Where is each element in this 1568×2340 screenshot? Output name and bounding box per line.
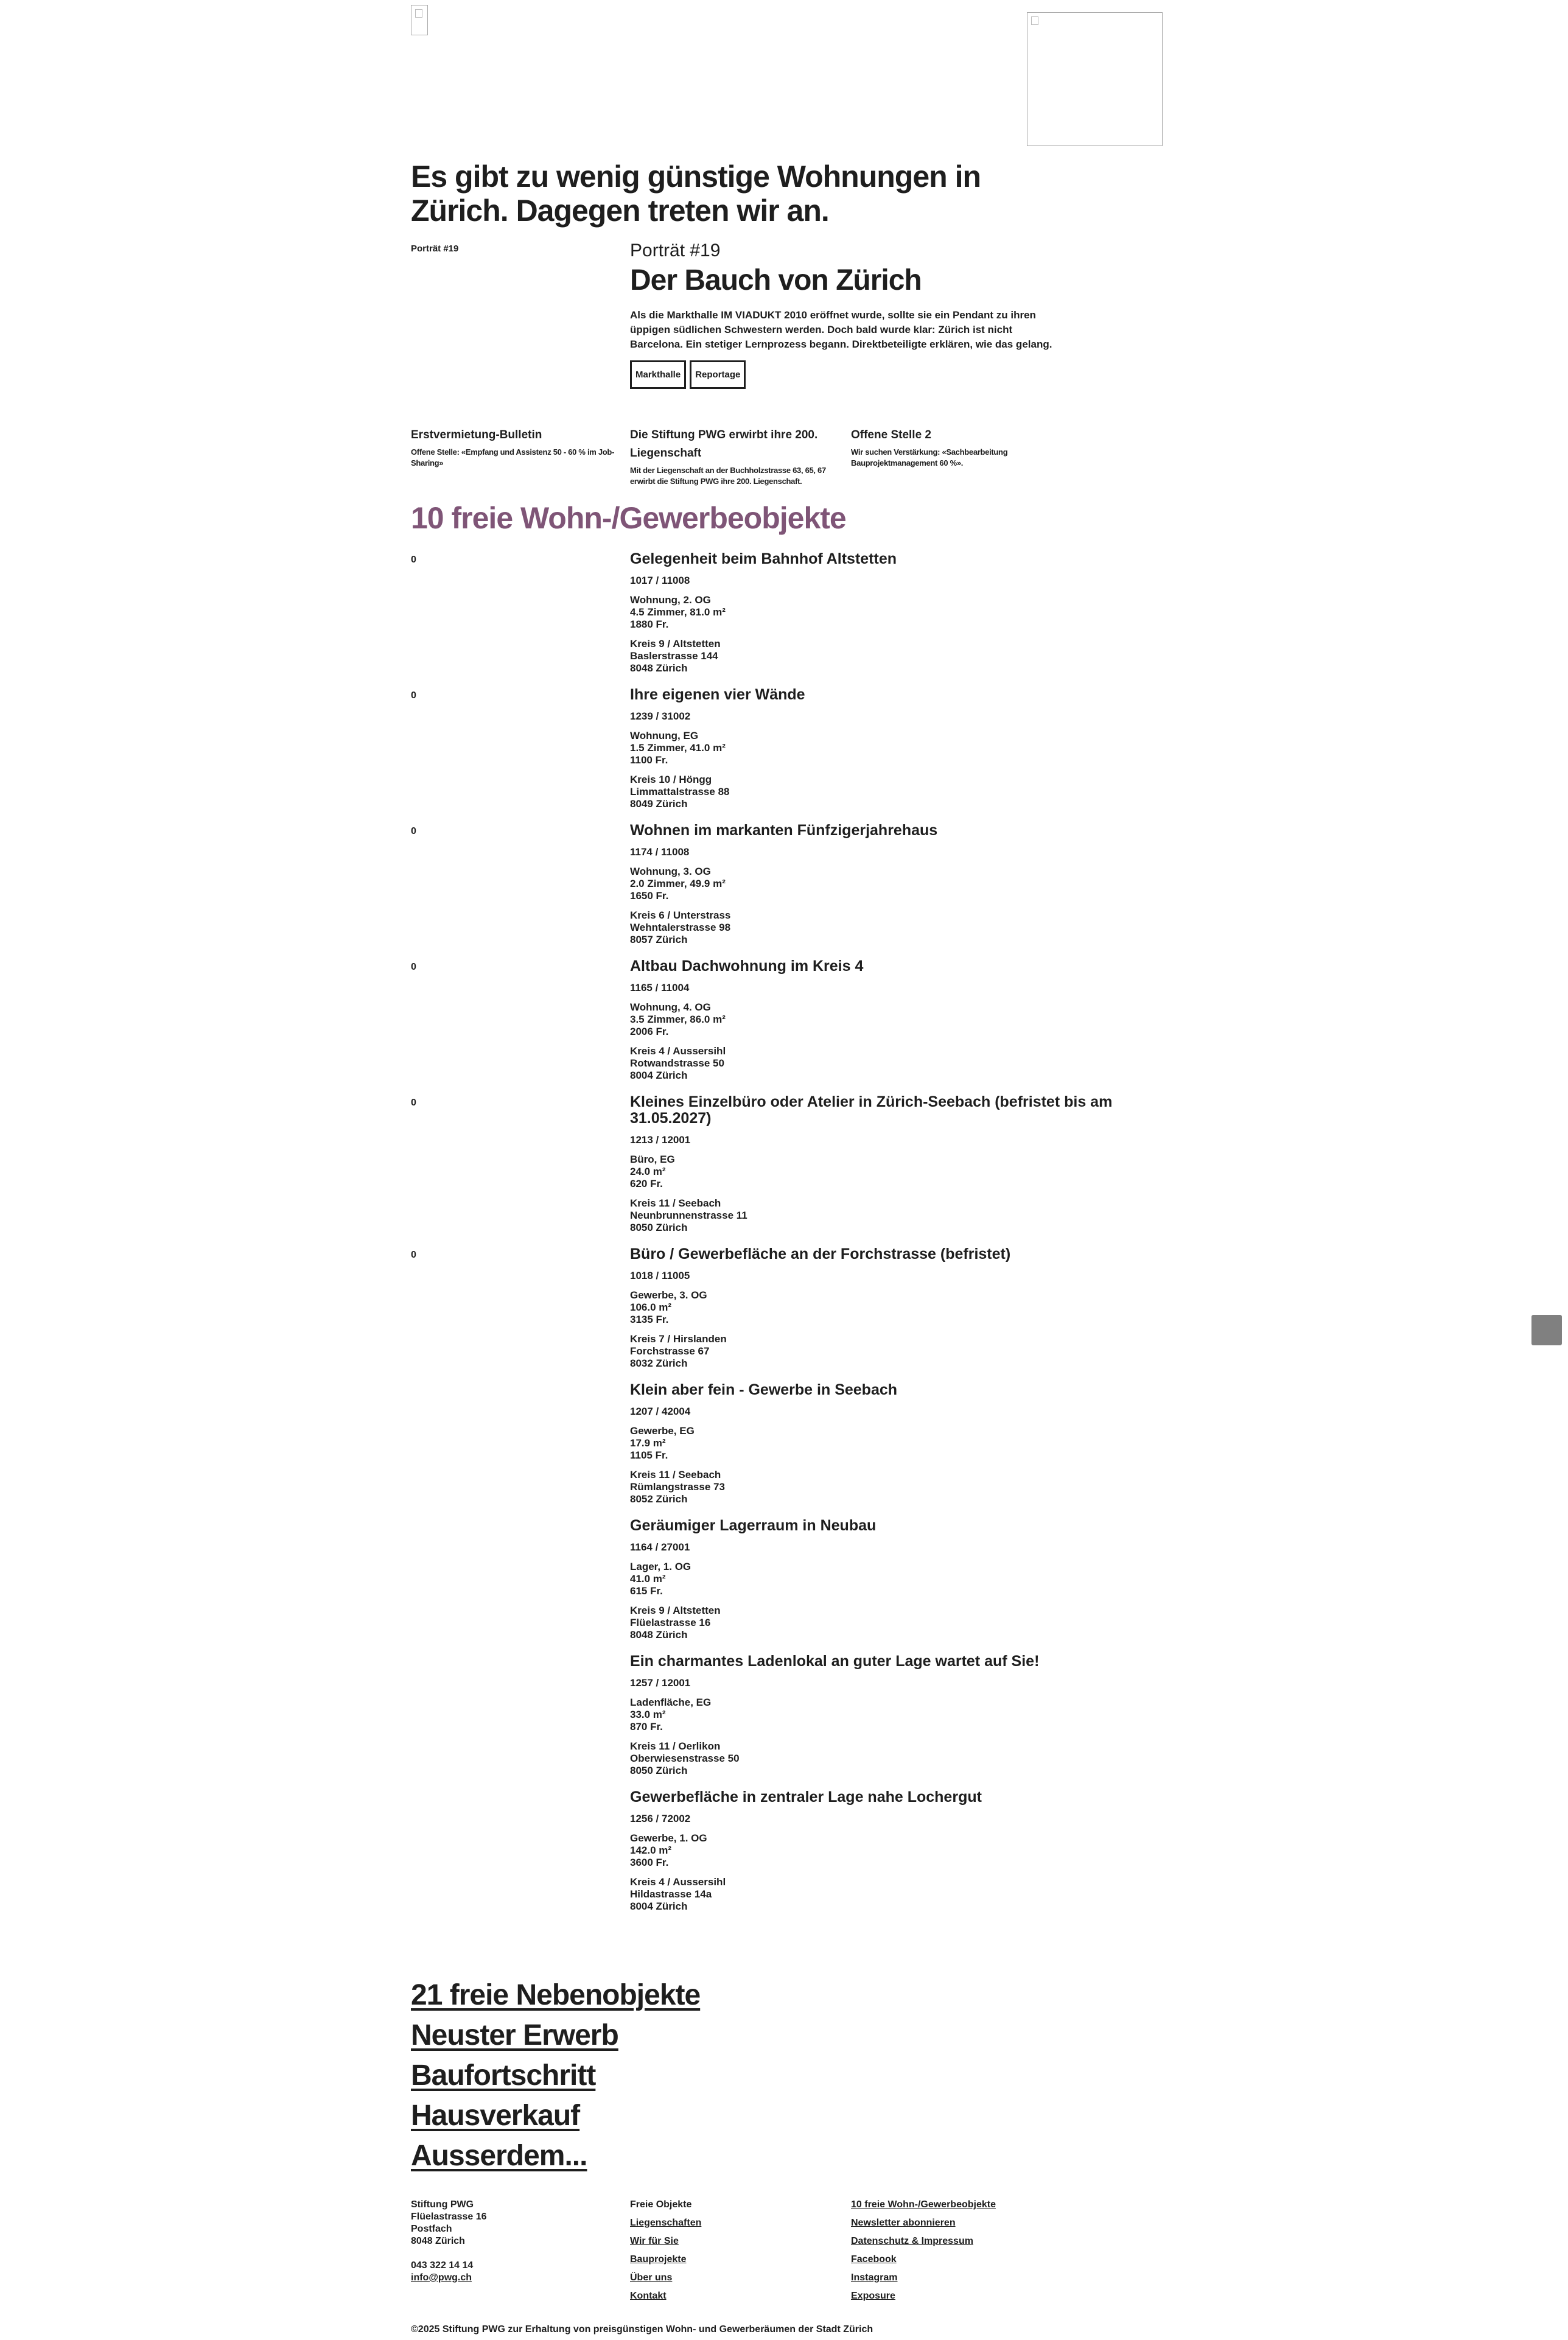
listing-city: 8050 Zürich [630, 1765, 688, 1776]
tag-reportage[interactable]: Reportage [690, 360, 746, 389]
listing-id: 1017 / 11008 [630, 575, 690, 586]
listing-street: Limmattalstrasse 88 [630, 786, 730, 797]
listing-count: 0 [411, 962, 416, 972]
news-item[interactable] [411, 426, 618, 469]
listing-id: 1207 / 42004 [630, 1406, 691, 1417]
listing-price: 1650 Fr. [630, 890, 669, 902]
listing-city: 8004 Zürich [630, 1070, 688, 1081]
copyright: ©2025 Stiftung PWG zur Erhaltung von preisgünstigen Wohn- und Gewerberäumen der Stadt Zürich [411, 2324, 873, 2335]
listing-size: 142.0 m² [630, 1844, 672, 1856]
listing-title[interactable]: Gewerbefläche in zentraler Lage nahe Lochergut [630, 1788, 982, 1806]
address-line: 8048 Zürich [411, 2236, 465, 2246]
listing-title[interactable]: Altbau Dachwohnung im Kreis 4 [630, 958, 864, 975]
listing-size: 24.0 m² [630, 1166, 666, 1177]
footer-link-bauprojekte[interactable]: Bauprojekte [630, 2254, 687, 2265]
listing-count: 0 [411, 1250, 416, 1260]
footer-link-facebook[interactable]: Facebook [851, 2254, 897, 2265]
address-line: Postfach [411, 2224, 452, 2234]
listing-street: Flüelastrasse 16 [630, 1617, 711, 1628]
listing-type: Lager, 1. OG [630, 1561, 691, 1572]
listing-street: Rümlangstrasse 73 [630, 1481, 725, 1493]
listing-title[interactable]: Büro / Gewerbefläche an der Forchstrasse (befristet) [630, 1245, 1011, 1263]
footer-link-instagram[interactable]: Instagram [851, 2272, 898, 2283]
listing-kreis: Kreis 11 / Seebach [630, 1197, 721, 1209]
listing-kreis: Kreis 9 / Altstetten [630, 1605, 721, 1616]
listing-type: Wohnung, EG [630, 730, 699, 741]
listing-item[interactable] [411, 1653, 1166, 1789]
listing-street: Forchstrasse 67 [630, 1345, 710, 1357]
listing-id: 1239 / 31002 [630, 710, 691, 722]
listing-count: 0 [411, 690, 416, 701]
listing-title[interactable]: Ein charmantes Ladenlokal an guter Lage wartet auf Sie! [630, 1653, 1040, 1670]
address-line: Stiftung PWG [411, 2199, 474, 2210]
footer-links [851, 2199, 996, 2308]
listing-type: Büro, EG [630, 1154, 675, 1165]
listing-title[interactable]: Klein aber fein - Gewerbe in Seebach [630, 1381, 898, 1398]
listing-price: 2006 Fr. [630, 1026, 669, 1037]
feature-side-label: Porträt #19 [411, 243, 459, 254]
listing-kreis: Kreis 7 / Hirslanden [630, 1333, 727, 1345]
listing-id: 1213 / 12001 [630, 1134, 691, 1146]
scroll-to-top-button[interactable] [1531, 1315, 1562, 1345]
listing-count: 0 [411, 1098, 416, 1108]
listing-item[interactable] [411, 1518, 1166, 1653]
news-title: Die Stiftung PWG erwirbt ihre 200. Liegenschaft [630, 429, 818, 460]
listing-item[interactable] [411, 822, 1166, 958]
footer-link-newsletter[interactable]: Newsletter abonnieren [851, 2218, 956, 2228]
section-links [411, 1975, 700, 2176]
listings-heading: 10 freie Wohn-/Gewerbeobjekte [411, 501, 846, 535]
phone: 043 322 14 14 [411, 2260, 474, 2271]
broken-image-icon [415, 9, 422, 18]
listing-kreis: Kreis 9 / Altstetten [630, 638, 721, 650]
listing-street: Wehntalerstrasse 98 [630, 922, 731, 933]
link-hausverkauf[interactable]: Hausverkauf [411, 2100, 580, 2132]
listing-id: 1257 / 12001 [630, 1677, 691, 1689]
listing-street: Hildastrasse 14a [630, 1888, 712, 1900]
listing-title[interactable]: Gelegenheit beim Bahnhof Altstetten [630, 550, 897, 567]
footer-nav [630, 2199, 701, 2308]
listing-city: 8048 Zürich [630, 662, 688, 674]
listing-count: 0 [411, 826, 416, 836]
listing-title[interactable]: Wohnen im markanten Fünfzigerjahrehaus [630, 822, 938, 839]
listing-item[interactable] [411, 551, 1166, 687]
listing-type: Wohnung, 4. OG [630, 1001, 711, 1013]
listing-item[interactable] [411, 1094, 1166, 1246]
feature-teaser[interactable] [630, 240, 1068, 389]
listing-street: Neunbrunnenstrasse 11 [630, 1210, 747, 1221]
listing-street: Oberwiesenstrasse 50 [630, 1753, 740, 1764]
broken-image-icon [1031, 16, 1038, 25]
email-link[interactable]: info@pwg.ch [411, 2272, 472, 2283]
footer-link-kontakt[interactable]: Kontakt [630, 2291, 667, 2301]
footer-link-liegenschaften[interactable]: Liegenschaften [630, 2218, 702, 2228]
listing-id: 1174 / 11008 [630, 846, 690, 858]
listing-type: Gewerbe, EG [630, 1425, 695, 1437]
footer-link-wir-fuer-sie[interactable]: Wir für Sie [630, 2236, 679, 2246]
address-line: Flüelastrasse 16 [411, 2212, 487, 2222]
listing-size: 41.0 m² [630, 1573, 666, 1585]
listing-item[interactable] [411, 687, 1166, 822]
listing-kreis: Kreis 6 / Unterstrass [630, 909, 731, 921]
listing-city: 8050 Zürich [630, 1222, 688, 1233]
listing-price: 1880 Fr. [630, 618, 669, 630]
feature-text: Als die Markthalle IM VIADUKT 2010 eröffnet wurde, sollte sie ein Pendant zu ihren üppigen südlichen Schwestern werden. Doch bald wurde klar: Zürich ist nicht Barcelona. Ein stetiger Lernprozess begann. Direktbeteiligte erklären, wie das gelang. [630, 309, 1052, 350]
listing-street: Baslerstrasse 144 [630, 650, 718, 662]
listing-city: 8004 Zürich [630, 1900, 688, 1912]
listing-size: 1.5 Zimmer, 41.0 m² [630, 742, 726, 754]
listing-type: Wohnung, 2. OG [630, 594, 711, 606]
link-nebenobjekte[interactable]: 21 freie Nebenobjekte [411, 1979, 701, 2011]
listing-item[interactable] [411, 958, 1166, 1094]
listing-city: 8057 Zürich [630, 934, 688, 945]
listing-kreis: Kreis 10 / Höngg [630, 774, 712, 785]
listing-type: Gewerbe, 1. OG [630, 1832, 707, 1844]
listing-id: 1018 / 11005 [630, 1270, 690, 1281]
listing-city: 8048 Zürich [630, 1629, 688, 1641]
listing-price: 1100 Fr. [630, 754, 668, 766]
listing-size: 17.9 m² [630, 1437, 666, 1449]
listing-type: Ladenfläche, EG [630, 1697, 712, 1708]
listing-kreis: Kreis 11 / Oerlikon [630, 1740, 721, 1752]
link-baufortschritt[interactable]: Baufortschritt [411, 2059, 596, 2092]
news-title: Offene Stelle 2 [851, 429, 931, 441]
footer-link-ueber-uns[interactable]: Über uns [630, 2272, 673, 2283]
listing-size: 2.0 Zimmer, 49.9 m² [630, 878, 726, 889]
tag-markthalle[interactable]: Markthalle [630, 360, 686, 389]
footer-link-exposure[interactable]: Exposure [851, 2291, 895, 2301]
listing-item[interactable] [411, 1246, 1166, 1382]
news-text: Offene Stelle: «Empfang und Assistenz 50 - 60 % im Job-Sharing» [411, 447, 615, 468]
listing-type: Wohnung, 3. OG [630, 866, 711, 877]
listing-city: 8032 Zürich [630, 1357, 688, 1369]
listing-size: 3.5 Zimmer, 86.0 m² [630, 1014, 726, 1025]
footer-nav-heading: Freie Objekte [630, 2199, 692, 2210]
listing-title[interactable]: Kleines Einzelbüro oder Atelier in Zürich-Seebach (befristet bis am 31.05.2027) [630, 1093, 1113, 1127]
listings-list [411, 551, 1166, 1925]
listing-item[interactable] [411, 1789, 1166, 1925]
news-title: Erstvermietung-Bulletin [411, 429, 542, 441]
listing-size: 106.0 m² [630, 1301, 672, 1313]
footer-address [411, 2199, 487, 2290]
link-neuster-erwerb[interactable]: Neuster Erwerb [411, 2019, 618, 2051]
listing-street: Rotwandstrasse 50 [630, 1057, 724, 1069]
listing-id: 1256 / 72002 [630, 1813, 691, 1824]
listing-price: 615 Fr. [630, 1585, 663, 1597]
listing-id: 1165 / 11004 [630, 982, 690, 993]
news-item[interactable] [630, 426, 837, 487]
listing-type: Gewerbe, 3. OG [630, 1289, 707, 1301]
listing-item[interactable] [411, 1382, 1166, 1518]
listing-price: 3135 Fr. [630, 1314, 669, 1325]
news-text: Wir suchen Verstärkung: «Sachbearbeitung Bauprojektmanagement 60 %». [851, 447, 1008, 468]
link-ausserdem[interactable]: Ausserdem... [411, 2140, 587, 2172]
listing-city: 8049 Zürich [630, 798, 688, 810]
listing-size: 4.5 Zimmer, 81.0 m² [630, 606, 726, 618]
listing-price: 1105 Fr. [630, 1449, 668, 1461]
footer-link-datenschutz[interactable]: Datenschutz & Impressum [851, 2236, 973, 2246]
listing-price: 3600 Fr. [630, 1857, 669, 1868]
feature-kicker: Porträt #19 [630, 240, 721, 261]
news-text: Mit der Liegenschaft an der Buchholzstrasse 63, 65, 67 erwirbt die Stiftung PWG ihre 200. Liegenschaft. [630, 466, 826, 486]
listing-title[interactable]: Geräumiger Lagerraum in Neubau [630, 1517, 877, 1534]
news-item[interactable] [851, 426, 1058, 469]
listing-count: 0 [411, 555, 416, 565]
listing-kreis: Kreis 4 / Aussersihl [630, 1045, 726, 1057]
listing-title[interactable]: Ihre eigenen vier Wände [630, 686, 805, 703]
listing-city: 8052 Zürich [630, 1493, 688, 1505]
hero-image [1027, 12, 1163, 146]
listing-price: 620 Fr. [630, 1178, 663, 1189]
logo-image[interactable] [411, 5, 428, 35]
headline: Es gibt zu wenig günstige Wohnungen in Zürich. Dagegen treten wir an. [411, 159, 981, 228]
listing-kreis: Kreis 4 / Aussersihl [630, 1876, 726, 1888]
listing-size: 33.0 m² [630, 1709, 666, 1720]
listing-kreis: Kreis 11 / Seebach [630, 1469, 721, 1480]
feature-title[interactable]: Der Bauch von Zürich [630, 264, 922, 296]
footer-link-objekte[interactable]: 10 freie Wohn-/Gewerbeobjekte [851, 2199, 996, 2210]
listing-price: 870 Fr. [630, 1721, 663, 1732]
listing-id: 1164 / 27001 [630, 1541, 690, 1553]
